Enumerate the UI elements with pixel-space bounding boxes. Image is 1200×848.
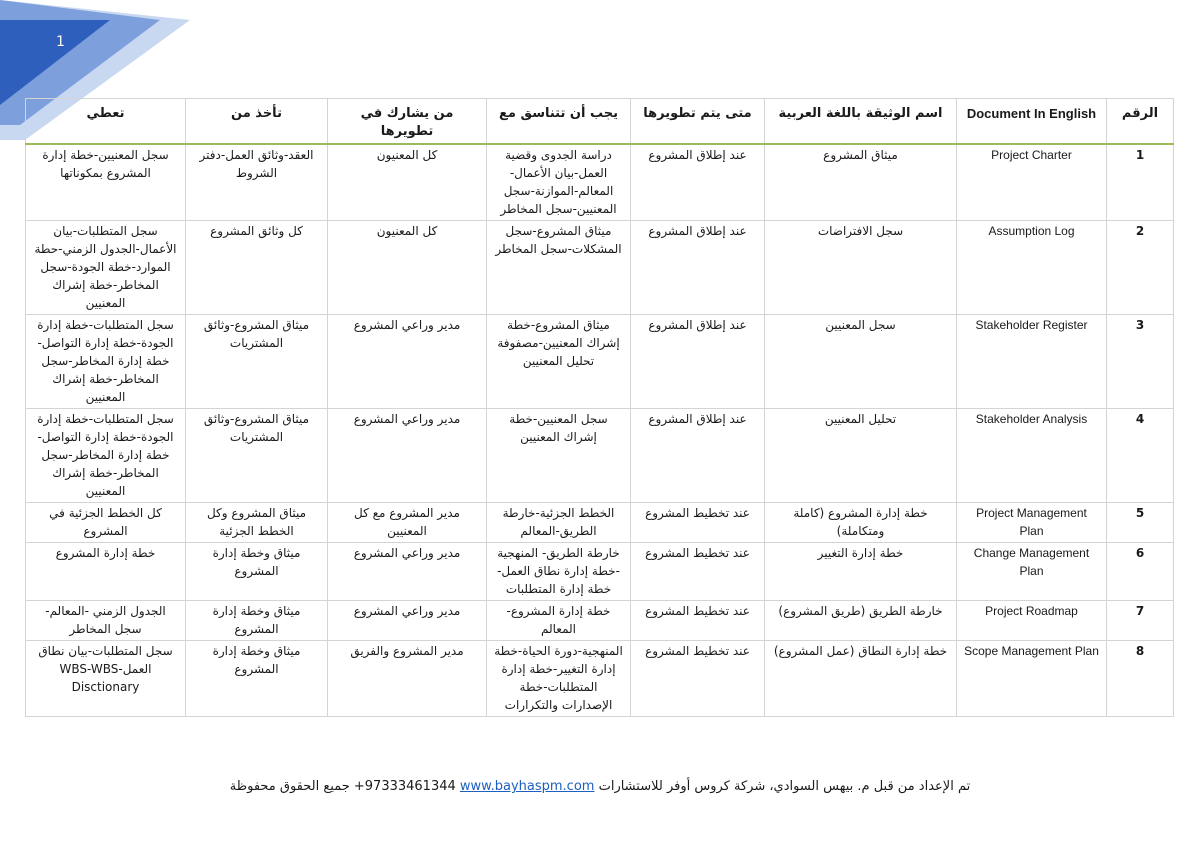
- cell-participants: مدير وراعي المشروع: [328, 543, 487, 601]
- cell-arabic: سجل الافتراضات: [765, 221, 957, 315]
- cell-takes-from: ميثاق المشروع وكل الخطط الجزئية: [186, 503, 328, 543]
- page-number: 1: [56, 34, 65, 50]
- table-row: [26, 641, 1174, 717]
- cell-num: 3: [1107, 315, 1174, 409]
- cell-gives: سجل المعنيين-خطة إدارة المشروع بمكوناتها: [26, 144, 186, 221]
- cell-coordinate: خارطة الطريق- المنهجية -خطة إدارة نطاق العمل-خطة إدارة المتطلبات: [487, 543, 631, 601]
- cell-arabic: خطة إدارة المشروع (كاملة ومتكاملة): [765, 503, 957, 543]
- header-takes-from: تأخذ من: [186, 99, 328, 145]
- cell-when: عند إطلاق المشروع: [631, 221, 765, 315]
- cell-gives: خطة إدارة المشروع: [26, 543, 186, 601]
- cell-english: Project Management Plan: [957, 503, 1107, 543]
- cell-participants: مدير وراعي المشروع: [328, 409, 487, 503]
- cell-gives: سجل المتطلبات-بيان الأعمال-الجدول الزمني-حطة الموارد-خطة الجودة-سجل المخاطر-خطة إشراك المعنيين: [26, 221, 186, 315]
- table-header-row: [26, 99, 1174, 145]
- cell-english: Project Roadmap: [957, 601, 1107, 641]
- cell-participants: كل المعنيون: [328, 221, 487, 315]
- cell-arabic: خارطة الطريق (طريق المشروع): [765, 601, 957, 641]
- header-gives: تعطي: [26, 99, 186, 145]
- footer-link[interactable]: www.bayhaspm.com: [459, 779, 595, 794]
- cell-gives: سجل المتطلبات-خطة إدارة الجودة-خطة إدارة التواصل-خطة إدارة المخاطر-سجل المخاطر-خطة إشراك المعنيين: [26, 315, 186, 409]
- footer-phone: +97333461344: [353, 779, 456, 794]
- cell-when: عند تخطيط المشروع: [631, 543, 765, 601]
- cell-gives: الجدول الزمني -المعالم-سجل المخاطر: [26, 601, 186, 641]
- cell-when: عند تخطيط المشروع: [631, 601, 765, 641]
- cell-when: عند إطلاق المشروع: [631, 144, 765, 221]
- footer: [0, 779, 1200, 794]
- cell-num: 8: [1107, 641, 1174, 717]
- cell-participants: كل المعنيون: [328, 144, 487, 221]
- cell-english: Stakeholder Register: [957, 315, 1107, 409]
- cell-coordinate: المنهجية-دورة الحياة-خطة إدارة التغيير-خطة إدارة المتطلبات-خطة الإصدارات والتكرارات: [487, 641, 631, 717]
- cell-takes-from: ميثاق المشروع-وثائق المشتريات: [186, 315, 328, 409]
- header-arabic: اسم الوثيقة باللغة العربية: [765, 99, 957, 145]
- cell-num: 1: [1107, 144, 1174, 221]
- table-row: [26, 221, 1174, 315]
- header-coordinate: يجب أن تتناسق مع: [487, 99, 631, 145]
- cell-english: Scope Management Plan: [957, 641, 1107, 717]
- cell-takes-from: ميثاق وخطة إدارة المشروع: [186, 641, 328, 717]
- cell-num: 2: [1107, 221, 1174, 315]
- table-row: [26, 601, 1174, 641]
- footer-suffix: جميع الحقوق محفوظة: [229, 779, 350, 794]
- cell-participants: مدير المشروع والفريق: [328, 641, 487, 717]
- cell-num: 7: [1107, 601, 1174, 641]
- cell-participants: مدير وراعي المشروع: [328, 601, 487, 641]
- cell-coordinate: سجل المعنيين-خطة إشراك المعنيين: [487, 409, 631, 503]
- cell-gives: سجل المتطلبات-خطة إدارة الجودة-خطة إدارة التواصل-خطة إدارة المخاطر-سجل المخاطر-خطة إشراك المعنيين: [26, 409, 186, 503]
- table-row: [26, 503, 1174, 543]
- header-english: Document In English: [957, 99, 1107, 145]
- table-row: [26, 543, 1174, 601]
- cell-arabic: ميثاق المشروع: [765, 144, 957, 221]
- cell-when: عند تخطيط المشروع: [631, 641, 765, 717]
- cell-coordinate: ميثاق المشروع-خطة إشراك المعنيين-مصفوفة تحليل المعنيين: [487, 315, 631, 409]
- cell-when: عند إطلاق المشروع: [631, 409, 765, 503]
- cell-arabic: خطة إدارة التغيير: [765, 543, 957, 601]
- header-participants: من يشارك في تطويرها: [328, 99, 487, 145]
- cell-takes-from: ميثاق المشروع-وثائق المشتريات: [186, 409, 328, 503]
- cell-coordinate: خطة إدارة المشروع-المعالم: [487, 601, 631, 641]
- cell-when: عند تخطيط المشروع: [631, 503, 765, 543]
- cell-coordinate: ميثاق المشروع-سجل المشكلات-سجل المخاطر: [487, 221, 631, 315]
- cell-participants: مدير وراعي المشروع: [328, 315, 487, 409]
- header-when: متى يتم تطويرها: [631, 99, 765, 145]
- cell-english: Assumption Log: [957, 221, 1107, 315]
- cell-english: Stakeholder Analysis: [957, 409, 1107, 503]
- cell-num: 6: [1107, 543, 1174, 601]
- footer-prefix: تم الإعداد من قبل م. بيهس السوادي، شركة كروس أوفر للاستشارات: [598, 779, 971, 794]
- cell-participants: مدير المشروع مع كل المعنيين: [328, 503, 487, 543]
- cell-arabic: خطة إدارة النطاق (عمل المشروع): [765, 641, 957, 717]
- cell-takes-from: كل وثائق المشروع: [186, 221, 328, 315]
- cell-num: 4: [1107, 409, 1174, 503]
- cell-takes-from: العقد-وثائق العمل-دفتر الشروط: [186, 144, 328, 221]
- cell-takes-from: ميثاق وخطة إدارة المشروع: [186, 601, 328, 641]
- cell-gives: سجل المتطلبات-بيان نطاق العمل-WBS-WBS Disctionary: [26, 641, 186, 717]
- cell-gives: كل الخطط الجزئية في المشروع: [26, 503, 186, 543]
- table-row: [26, 315, 1174, 409]
- cell-coordinate: دراسة الجدوى وقضية العمل-بيان الأعمال-المعالم-الموازنة-سجل المعنيين-سجل المخاطر: [487, 144, 631, 221]
- cell-coordinate: الخطط الجزئية-خارطة الطريق-المعالم: [487, 503, 631, 543]
- header-num: الرقم: [1107, 99, 1174, 145]
- cell-arabic: تحليل المعنيين: [765, 409, 957, 503]
- cell-takes-from: ميثاق وخطة إدارة المشروع: [186, 543, 328, 601]
- cell-arabic: سجل المعنيين: [765, 315, 957, 409]
- cell-english: Project Charter: [957, 144, 1107, 221]
- table-row: [26, 144, 1174, 221]
- documents-table: [25, 98, 1174, 717]
- table-row: [26, 409, 1174, 503]
- cell-english: Change Management Plan: [957, 543, 1107, 601]
- cell-when: عند إطلاق المشروع: [631, 315, 765, 409]
- cell-num: 5: [1107, 503, 1174, 543]
